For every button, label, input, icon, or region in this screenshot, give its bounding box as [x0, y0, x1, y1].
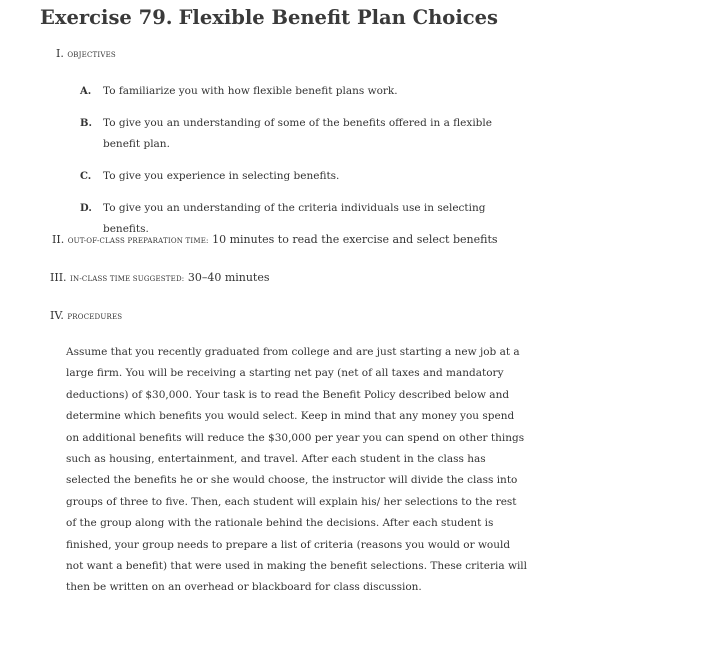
section-numeral: II.: [52, 233, 65, 246]
section-heading-label: PROCEDURES: [67, 313, 123, 321]
section-prep-time: [52, 233, 498, 246]
section-procedures-heading: [50, 309, 122, 322]
objective-item-b: [80, 113, 530, 155]
objective-letter: B.: [80, 118, 92, 129]
prep-time-value: 10 minutes to read the exercise and select benefits: [208, 233, 498, 246]
inclass-time-value: 30–40 minutes: [184, 271, 270, 284]
exercise-number: Exercise 79.: [40, 6, 173, 29]
section-inclass-time: [50, 271, 270, 284]
objective-item-c: [80, 166, 530, 187]
objective-item-a: [80, 81, 530, 102]
section-numeral: I.: [56, 47, 64, 60]
section-heading-label: OUT-OF-CLASS PREPARATION TIME:: [67, 237, 209, 245]
page-title: [40, 6, 498, 29]
objective-text: To familiarize you with how flexible benefit plans work.: [103, 85, 398, 97]
objective-letter: D.: [80, 203, 92, 214]
section-numeral: III.: [50, 271, 67, 284]
objective-text: To give you an understanding of some of the benefits offered in a flexible benefit plan.: [103, 117, 492, 150]
procedures-paragraph: Assume that you recently graduated from college and are just starting a new job at a large firm. You will be receiving a starting net pay (net of all taxes and mandatory deductions) of $30,000. Your task is to read the Benefit Policy described below and determine which benefits you would select. Keep in mind that any money you spend on additional benefits will reduce the $30,000 per year you can spend on other things such as housing, entertainment, and travel. After each student in the class has selected the benefits he or she would choose, the instructor will divide the class into groups of three to five. Then, each student will explain his/ her selections to the rest of the group along with the rationale behind the decisions. After each student is finished, your group needs to prepare a list of criteria (reasons you would or would not want a benefit) that were used in making the benefit selections. These criteria will then be written on an overhead or blackboard for class discussion.: [66, 346, 528, 594]
objective-text: To give you an understanding of the criteria individuals use in selecting benefits.: [103, 202, 486, 235]
objective-letter: C.: [80, 171, 92, 182]
section-objectives-heading: [56, 47, 116, 60]
section-heading-label: IN-CLASS TIME SUGGESTED:: [70, 275, 185, 283]
section-numeral: IV.: [50, 309, 64, 322]
objective-text: To give you experience in selecting benefits.: [103, 170, 340, 182]
section-heading-label: OBJECTIVES: [67, 51, 116, 59]
objective-letter: A.: [80, 86, 92, 97]
exercise-title: Flexible Benefit Plan Choices: [178, 6, 498, 29]
